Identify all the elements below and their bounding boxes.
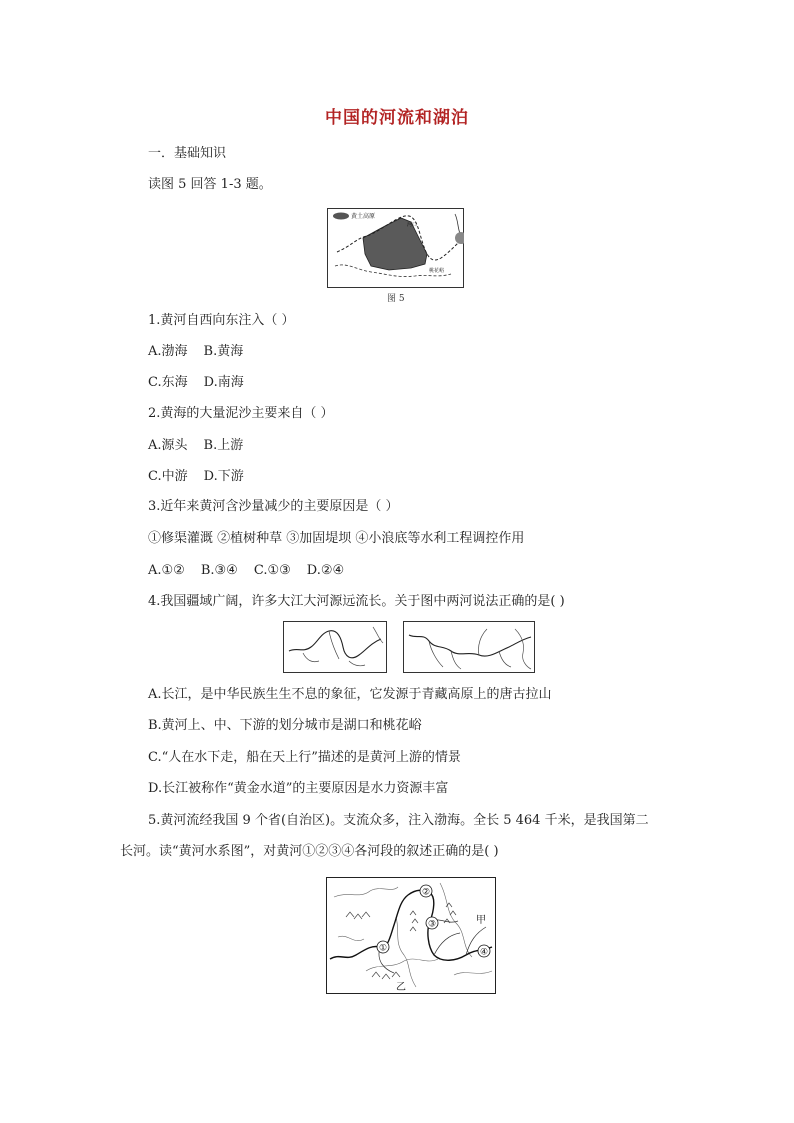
figure-yellow-river-system-map [326,877,496,994]
question-3-stem: 3.近年来黄河含沙量减少的主要原因是（ ） [148,499,399,514]
figure-yangtze-river-map [403,621,535,673]
question-1-stem: 1.黄河自西向东注入（ ） [148,313,295,328]
question-4-stem: 4.我国疆域广阔，许多大江大河源远流长。关于图中两河说法正确的是( ) [148,594,565,609]
label-yi: 乙 [396,982,406,993]
option-b: B.黄海 [203,344,244,359]
figure-1-caption: 图 5 [387,294,405,304]
legend-label-loess: 黄土高原 [351,213,376,220]
option-c: C.①③ [253,563,291,578]
question-1-options-cd [148,374,244,392]
option-b: B.③④ [200,563,238,578]
option-a: A.源头 [148,438,188,453]
question-3-items: ①修渠灌溉 ②植树种草 ③加固堤坝 ④小浪底等水利工程调控作用 [148,531,525,546]
option-c: C.东海 [148,375,188,390]
page-title: 中国的河流和湖泊 [325,108,469,128]
question-2-options-ab [148,437,243,455]
question-4-option-a: A.长江，是中华民族生生不息的象征，它发源于青藏高原上的唐古拉山 [148,687,552,702]
question-2-options-cd [148,468,244,486]
question-2-stem: 2.黄海的大量泥沙主要来自（ ） [148,406,334,421]
marker-1: ① [378,943,388,954]
marker-4: ④ [479,947,489,958]
option-a: A.①② [148,563,185,578]
option-b: B.上游 [203,438,244,453]
question-4-option-d: D.长江被称作“黄金水道”的主要原因是水力资源丰富 [148,781,449,796]
question-5-stem-line-1: 5.黄河流经我国 9 个省(自治区)。支流众多，注入渤海。全长 5 464 千米，是我国第二 [148,813,649,828]
question-1-options-ab [148,343,243,361]
question-4-option-c: C.“人在水下走，船在天上行”描述的是黄河上游的情景 [148,750,461,765]
place-label-hekou: 河口 [407,222,418,228]
question-5-stem-line-2: 长河。读“黄河水系图”，对黄河①②③④各河段的叙述正确的是( ) [120,844,499,859]
marker-3: ③ [427,919,437,930]
question-3-options [148,562,344,580]
option-d: D.下游 [203,469,244,484]
section-heading: 一．基础知识 [148,146,227,161]
intro-text: 读图 5 回答 1-3 题。 [148,177,272,192]
label-jia: 甲 [476,915,486,926]
question-4-option-b: B.黄河上、中、下游的划分城市是湖口和桃花峪 [148,718,422,733]
figure-yellow-river-map [283,621,387,673]
figure-loess-plateau-map [327,208,464,288]
option-c: C.中游 [148,469,188,484]
marker-2: ② [421,887,431,898]
option-d: D.南海 [203,375,244,390]
place-label-taohuayu: 桃花峪 [429,268,445,274]
option-d: D.②④ [306,563,345,578]
option-a: A.渤海 [148,344,188,359]
